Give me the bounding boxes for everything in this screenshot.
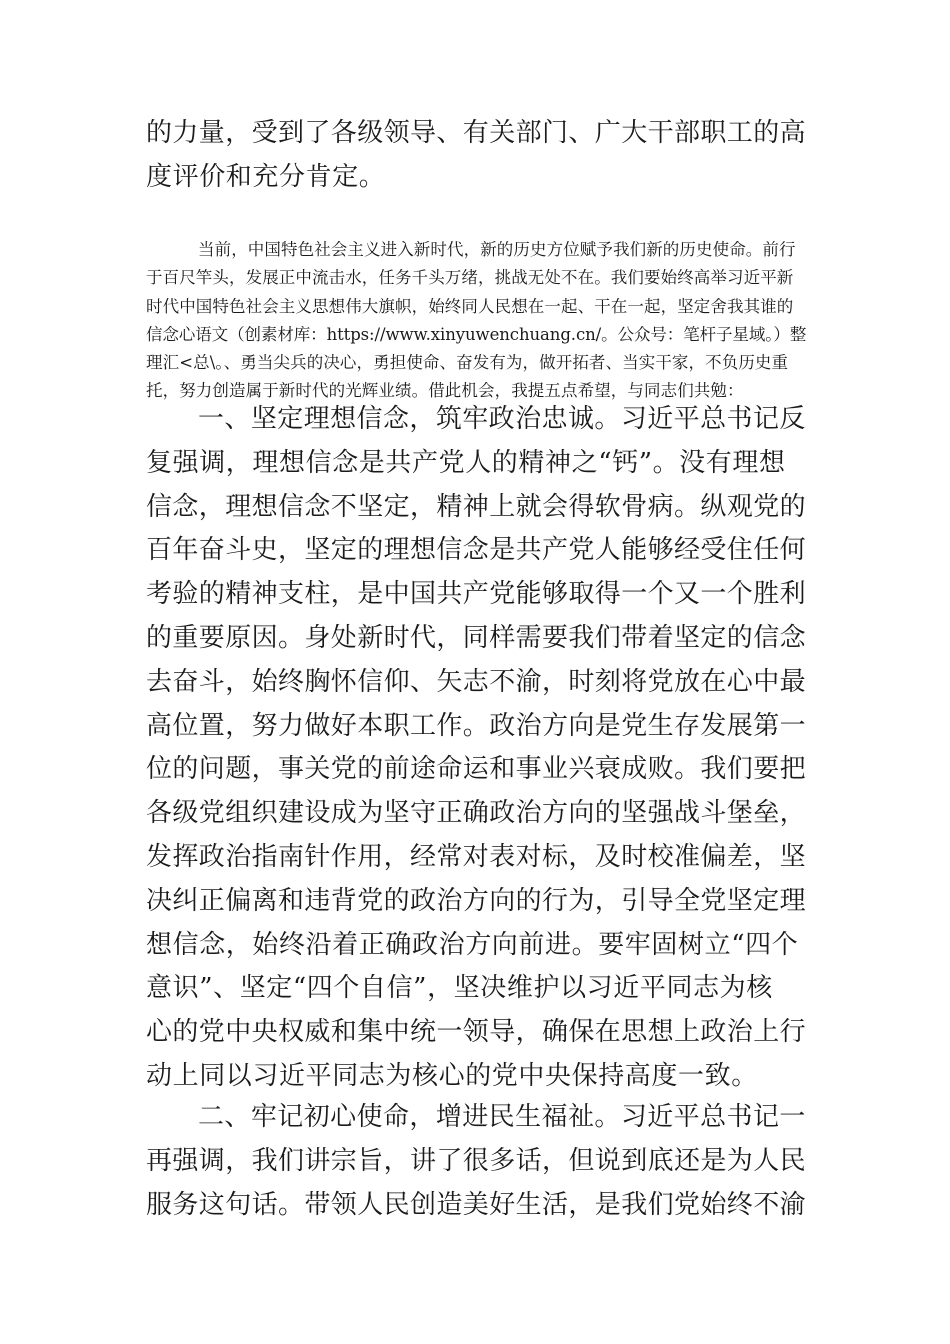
text-line: 动上同以习近平同志为核心的党中央保持高度一致。 (146, 1060, 758, 1091)
text-line: 各级党组织建设成为坚守正确政治方向的坚强战斗堡垒， (146, 798, 807, 829)
text-line: 发挥政治指南针作用，经常对表对标，及时校准偏差，坚 (146, 841, 807, 872)
text-line: 再强调，我们讲宗旨，讲了很多话，但说到底还是为人民 (146, 1145, 807, 1176)
text-line: 的重要原因。身处新时代，同样需要我们带着坚定的信念 (146, 622, 807, 653)
top-continuation-paragraph (146, 112, 806, 200)
text-line: 去奋斗，始终胸怀信仰、矢志不渝，时刻将党放在心中最 (146, 666, 807, 697)
text-line: 复强调，理想信念是共产党人的精神之“钙”。没有理想 (146, 447, 786, 478)
intro-paragraph (146, 236, 806, 406)
text-line: 二、牢记初心使命，增进民生福祉。习近平总书记一 (198, 1102, 806, 1132)
text-line: 百年奋斗史，坚定的理想信念是共产党人能够经受住任何 (146, 535, 807, 566)
section-one-paragraph (146, 398, 806, 1099)
text-line: 信念心语文（创素材库：https://www.xinyuwenchuang.cn/。公众号：笔杆子星域。）整 (146, 324, 807, 344)
text-line: 理汇<总\。、勇当尖兵的决心，勇担使命、奋发有为，做开拓者、当实干家，不负历史重 (146, 353, 789, 373)
text-line: 高位置，努力做好本职工作。政治方向是党生存发展第一 (146, 710, 807, 741)
text-line: 心的党中央权威和集中统一领导，确保在思想上政治上行 (146, 1017, 807, 1048)
section-two-paragraph (146, 1096, 806, 1227)
text-line: 托，努力创造属于新时代的光辉业绩。借此机会，我提五点希望，与同志们共勉： (146, 381, 744, 401)
text-line: 度评价和充分肯定。 (146, 161, 386, 192)
text-line: 时代中国特色社会主义思想伟大旗帜，始终同人民想在一起、干在一起，坚定舍我其谁的 (146, 296, 794, 316)
text-line: 一、坚定理想信念，筑牢政治忠诚。习近平总书记反 (198, 404, 806, 434)
text-line: 意识”、坚定“四个自信”，坚决维护以习近平同志为核 (146, 973, 773, 1004)
text-line: 想信念，始终沿着正确政治方向前进。要牢固树立“四个 (146, 929, 799, 960)
text-line: 服务这句话。带领人民创造美好生活，是我们党始终不渝 (146, 1189, 807, 1220)
text-line: 当前，中国特色社会主义进入新时代，新的历史方位赋予我们新的历史使命。前行 (198, 240, 796, 259)
text-line: 考验的精神支柱，是中国共产党能够取得一个又一个胜利 (146, 579, 807, 610)
text-line: 于百尺竿头，发展正中流击水，任务千头万绪，挑战无处不在。我们要始终高举习近平新 (146, 268, 794, 288)
text-line: 的力量，受到了各级领导、有关部门、广大干部职工的高 (146, 118, 807, 148)
text-line: 位的问题，事关党的前途命运和事业兴衰成败。我们要把 (146, 754, 807, 785)
text-line: 信念，理想信念不坚定，精神上就会得软骨病。纵观党的 (146, 491, 807, 522)
text-line: 决纠正偏离和违背党的政治方向的行为，引导全党坚定理 (146, 885, 807, 916)
